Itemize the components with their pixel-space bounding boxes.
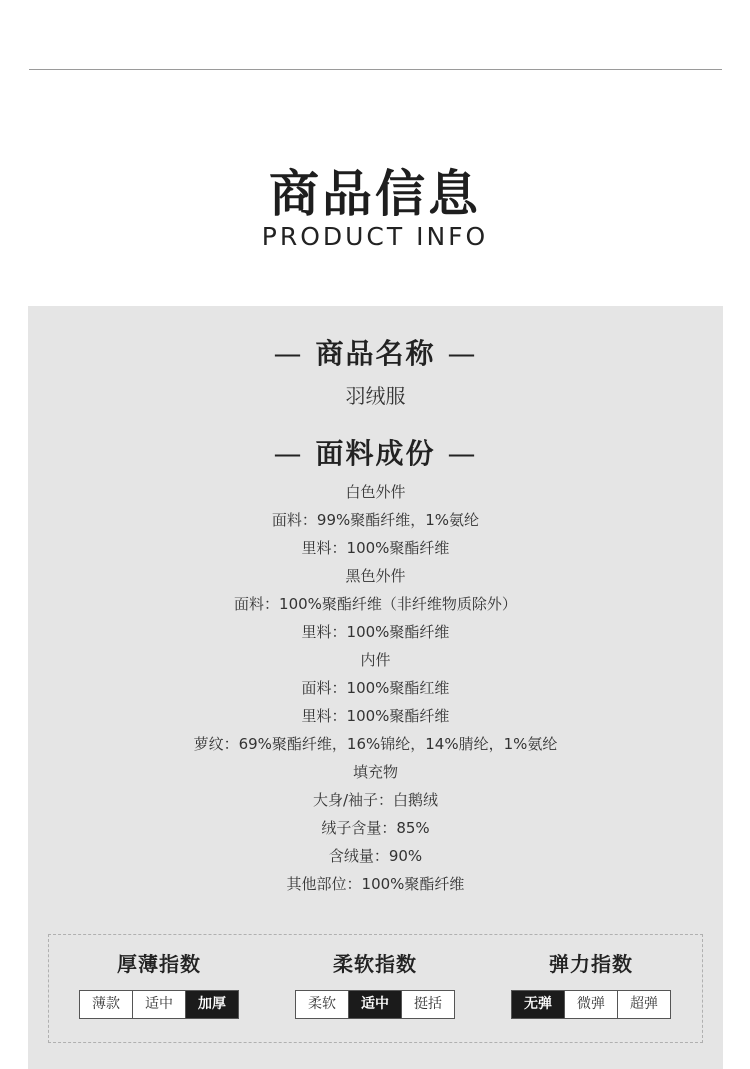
index-option: 超弹 <box>617 991 670 1018</box>
composition-line: 里料：100%聚酯纤维 <box>301 623 450 641</box>
thickness-index <box>79 935 239 1019</box>
index-title: 柔软指数 <box>333 952 417 976</box>
composition-line: 其他部位：100%聚酯纤维 <box>286 875 465 893</box>
top-divider <box>29 69 722 70</box>
product-name-label: 商品名称 <box>315 337 436 370</box>
composition-line: 萝纹：69%聚酯纤维，16%锦纶，14%腈纶，1%氨纶 <box>193 735 558 753</box>
composition-line: 面料：100%聚酯红维 <box>301 679 450 697</box>
index-scale <box>511 990 671 1019</box>
composition-line: 填充物 <box>352 763 398 781</box>
index-scale <box>79 990 239 1019</box>
index-option: 微弹 <box>564 991 617 1018</box>
composition-line: 黑色外件 <box>345 567 406 585</box>
composition-line: 面料：100%聚酯纤维（非纤维物质除外） <box>234 595 517 613</box>
index-option: 挺括 <box>401 991 454 1018</box>
composition-line: 里料：100%聚酯纤维 <box>301 539 450 557</box>
index-option-selected: 适中 <box>348 991 401 1018</box>
index-option-selected: 无弹 <box>512 991 564 1018</box>
index-option: 薄款 <box>80 991 132 1018</box>
product-name-value: 羽绒服 <box>345 384 406 408</box>
dash-left: — <box>273 437 304 470</box>
info-panel <box>28 306 723 1069</box>
composition-label: 面料成份 <box>315 437 436 470</box>
index-panel <box>48 934 703 1043</box>
index-option-selected: 加厚 <box>185 991 238 1018</box>
composition-line: 含绒量：90% <box>328 847 423 865</box>
index-scale <box>295 990 455 1019</box>
dash-right: — <box>447 337 478 370</box>
composition-line: 白色外件 <box>345 483 406 501</box>
composition-list <box>28 478 723 898</box>
index-title: 弹力指数 <box>549 952 633 976</box>
composition-line: 里料：100%聚酯纤维 <box>301 707 450 725</box>
page-subtitle: PRODUCT INFO <box>261 222 489 251</box>
index-title: 厚薄指数 <box>117 952 201 976</box>
index-option: 柔软 <box>296 991 348 1018</box>
composition-line: 大身/袖子：白鹅绒 <box>312 791 439 809</box>
softness-index <box>295 935 455 1019</box>
dash-left: — <box>273 337 304 370</box>
composition-line: 面料：99%聚酯纤维，1%氨纶 <box>271 511 480 529</box>
composition-line: 绒子含量：85% <box>321 819 430 837</box>
dash-right: — <box>447 437 478 470</box>
composition-heading <box>28 432 723 472</box>
page-title: 商品信息 <box>269 165 481 223</box>
composition-line: 内件 <box>360 651 391 669</box>
elasticity-index <box>511 935 671 1019</box>
product-name-heading <box>28 332 723 372</box>
index-option: 适中 <box>132 991 185 1018</box>
